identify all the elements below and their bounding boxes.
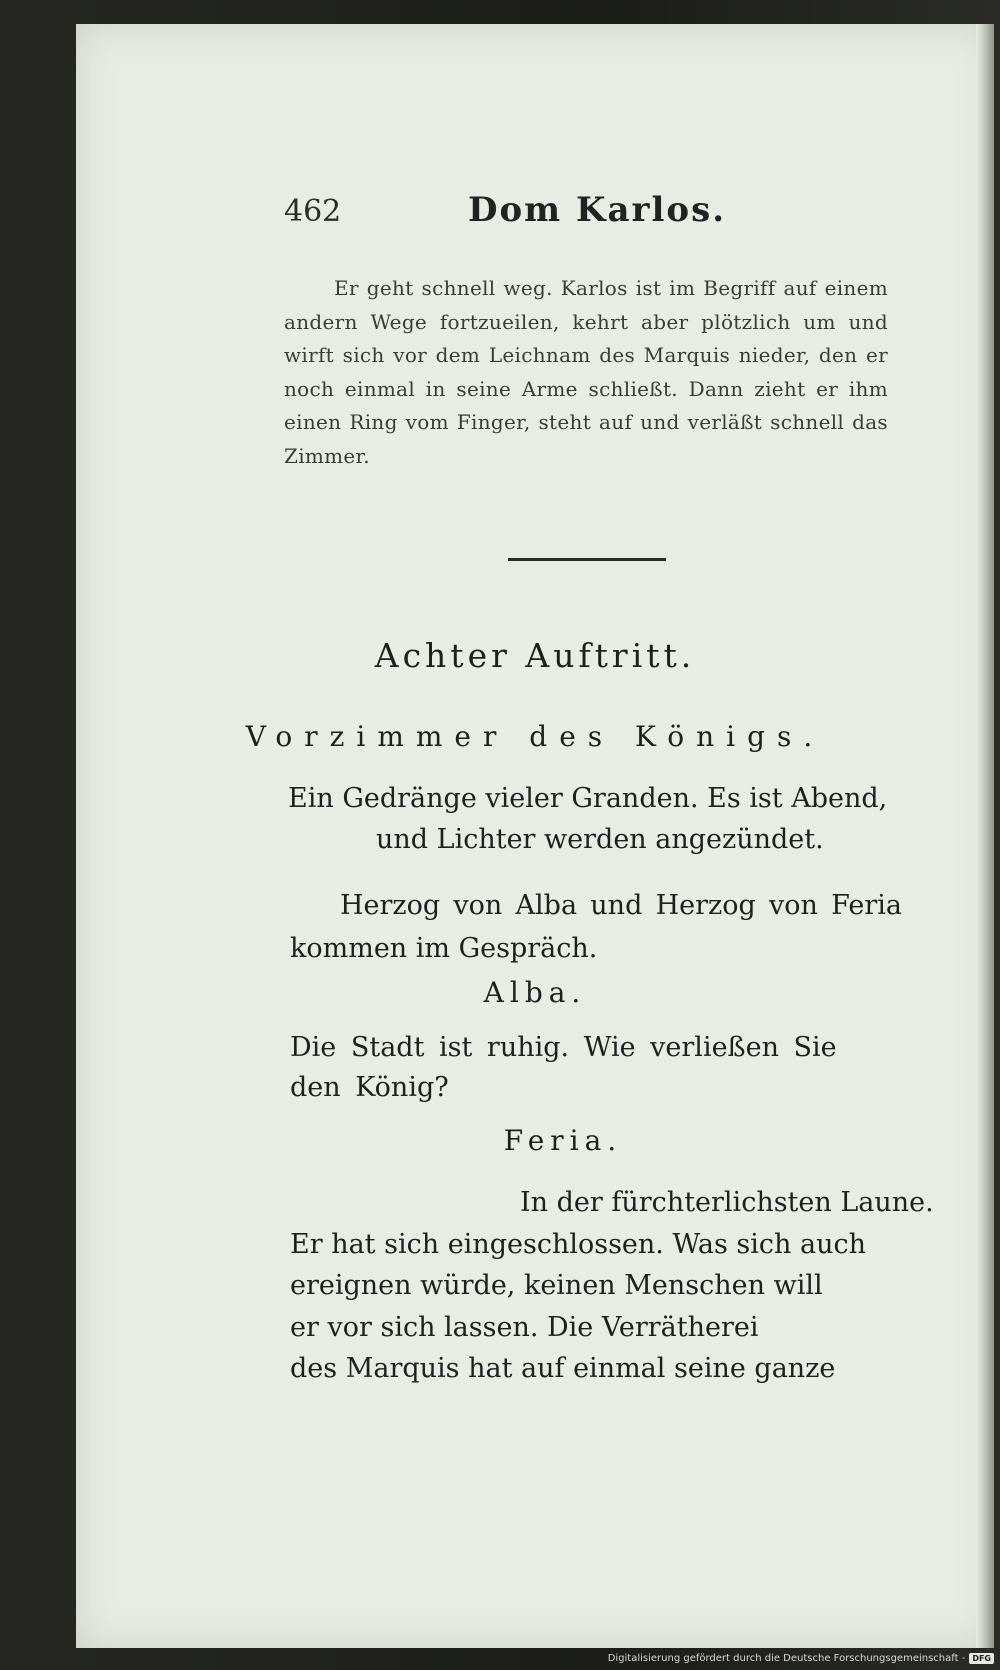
scene-description-line: und Lichter werden angezündet. [376, 824, 824, 855]
entrance-direction: Herzog von Alba und Herzog von Feria kommen im Gespräch. [290, 890, 902, 964]
dialogue-verses [290, 1182, 934, 1390]
scene-setting: Vorzimmer des Königs. [245, 720, 825, 753]
book-page [76, 24, 994, 1648]
dfg-logo-icon: DFG [969, 1653, 994, 1664]
running-head: Dom Karlos. [468, 190, 727, 230]
footer-credit [608, 1650, 994, 1666]
stage-direction: Er geht schnell weg. Karlos ist im Begriff auf einem andern Wege fortzueilen, kehrt aber plötzlich um und wirft sich vor dem Leichnam des Marquis nieder, den er noch einmal in seine Arme schließt. Dann zieht er ihm einen Ring vom Finger, steht auf und verläßt schnell das Zimmer. [284, 276, 888, 468]
dialogue-line: Die Stadt ist ruhig. Wie verließen Sie den König? [290, 1032, 837, 1103]
verse-line: ereignen würde, keinen Menschen will [290, 1270, 823, 1301]
section-divider-rule [508, 558, 666, 561]
scene-description [290, 778, 910, 860]
page-edge [976, 24, 994, 1648]
verse-line: Er hat sich eingeschlossen. Was sich auch [290, 1228, 866, 1260]
footer-credit-text: Digitalisierung gefördert durch die Deutsche Forschungsgemeinschaft - [607, 1652, 966, 1664]
scene-description-line: Ein Gedränge vieler Granden. Es ist Abend, [288, 783, 888, 814]
verse-line: In der fürchterlichsten Laune. [520, 1187, 934, 1218]
scene-title: Achter Auftritt. [374, 636, 696, 675]
speaker-name: Alba. [483, 976, 587, 1009]
page-number: 462 [284, 194, 342, 229]
speaker-name: Feria. [503, 1124, 623, 1157]
verse-line: des Marquis hat auf einmal seine ganze [290, 1353, 836, 1384]
verse-line: er vor sich lassen. Die Verrätherei [290, 1311, 759, 1343]
